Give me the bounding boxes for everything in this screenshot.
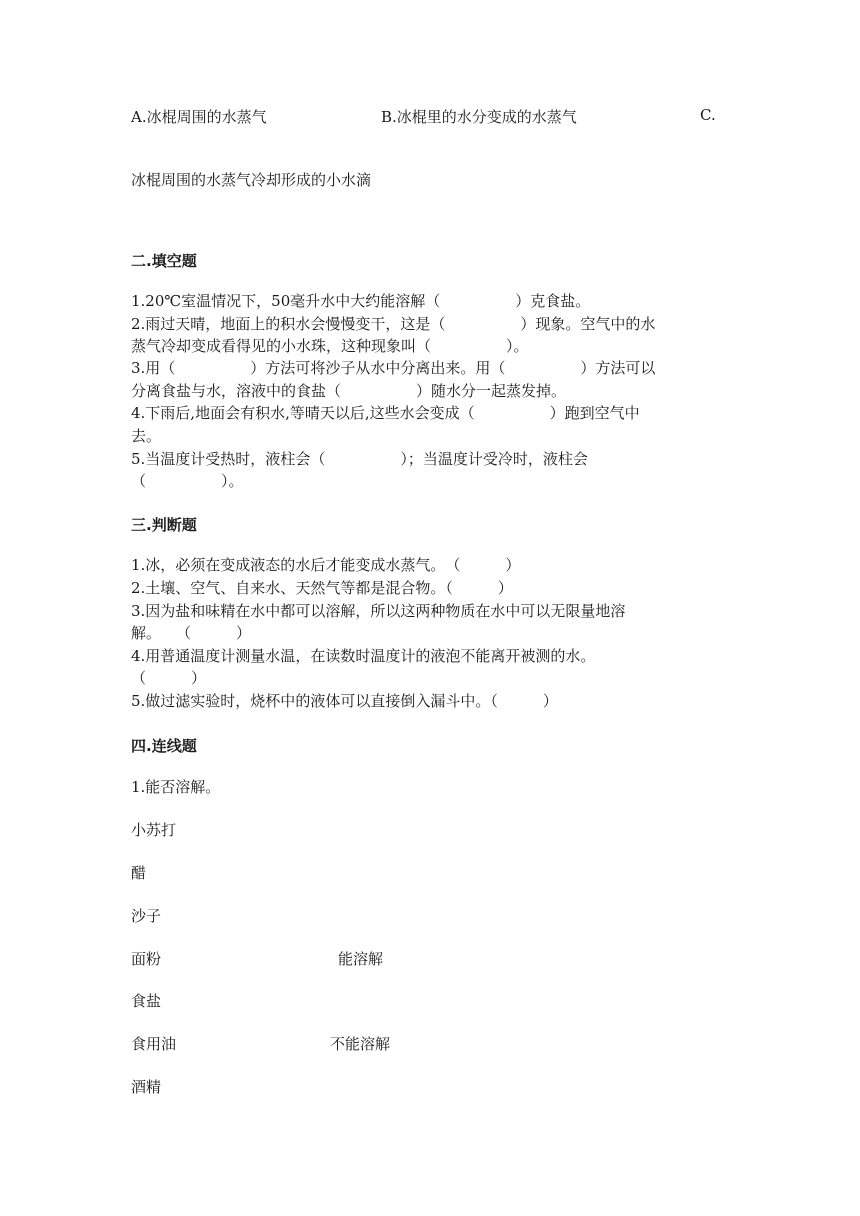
fill-blank-line: 去。: [131, 427, 162, 445]
judge-line: （ ）: [131, 669, 207, 687]
judge-line: 5.做过滤实验时，烧杯中的液体可以直接倒入漏斗中。（ ）: [131, 692, 558, 710]
judge-line: 解。 （ ）: [131, 624, 252, 642]
matching-left-item: 面粉: [131, 950, 162, 968]
fill-blank-line: （ ）。: [131, 472, 244, 490]
section-heading-judge: 三.判断题: [131, 516, 197, 534]
fill-blank-line: 5.当温度计受热时，液柱会（ ）；当温度计受冷时，液柱会: [131, 450, 588, 468]
choice-option-c-text: 冰棍周围的水蒸气冷却形成的小水滴: [131, 171, 372, 189]
matching-left-item: 酒精: [131, 1078, 162, 1096]
fill-blank-line: 蒸气冷却变成看得见的小水珠，这种现象叫（ ）。: [131, 337, 529, 355]
judge-line: 3.因为盐和味精在水中都可以溶解，所以这两种物质在水中可以无限量地溶: [131, 602, 626, 620]
matching-left-item: 食用油: [131, 1035, 177, 1053]
matching-right-item: 不能溶解: [330, 1035, 391, 1053]
matching-question: 1.能否溶解。: [131, 778, 221, 796]
matching-left-item: 小苏打: [131, 821, 177, 839]
section-heading-fill-blank: 二.填空题: [131, 252, 197, 270]
matching-left-item: 沙子: [131, 907, 162, 925]
matching-left-item: 醋: [131, 864, 147, 882]
fill-blank-line: 分离食盐与水，溶液中的食盐（ ）随水分一起蒸发掉。: [131, 382, 567, 400]
fill-blank-line: 2.雨过天晴，地面上的积水会慢慢变干，这是（ ）现象。空气中的水: [131, 315, 656, 333]
fill-blank-line: 1.20℃室温情况下，50毫升水中大约能溶解（ ）克食盐。: [131, 292, 591, 310]
section-heading-matching: 四.连线题: [131, 737, 197, 755]
fill-blank-line: 3.用（ ）方法可将沙子从水中分离出来。用（ ）方法可以: [131, 359, 656, 377]
judge-line: 2.土壤、空气、自来水、天然气等都是混合物。（ ）: [131, 579, 513, 597]
choice-option-c: C.: [700, 106, 716, 124]
choice-option-b: B.冰棍里的水分变成的水蒸气: [381, 108, 577, 126]
choice-option-a: A.冰棍周围的水蒸气: [131, 108, 267, 126]
judge-line: 4.用普通温度计测量水温，在读数时温度计的液泡不能离开被测的水。: [131, 647, 596, 665]
judge-line: 1.冰，必须在变成液态的水后才能变成水蒸气。 （ ）: [131, 556, 521, 574]
fill-blank-line: 4.下雨后,地面会有积水,等晴天以后,这些水会变成（ ）跑到空气中: [131, 404, 640, 422]
matching-right-item: 能溶解: [338, 950, 384, 968]
matching-left-item: 食盐: [131, 992, 162, 1010]
